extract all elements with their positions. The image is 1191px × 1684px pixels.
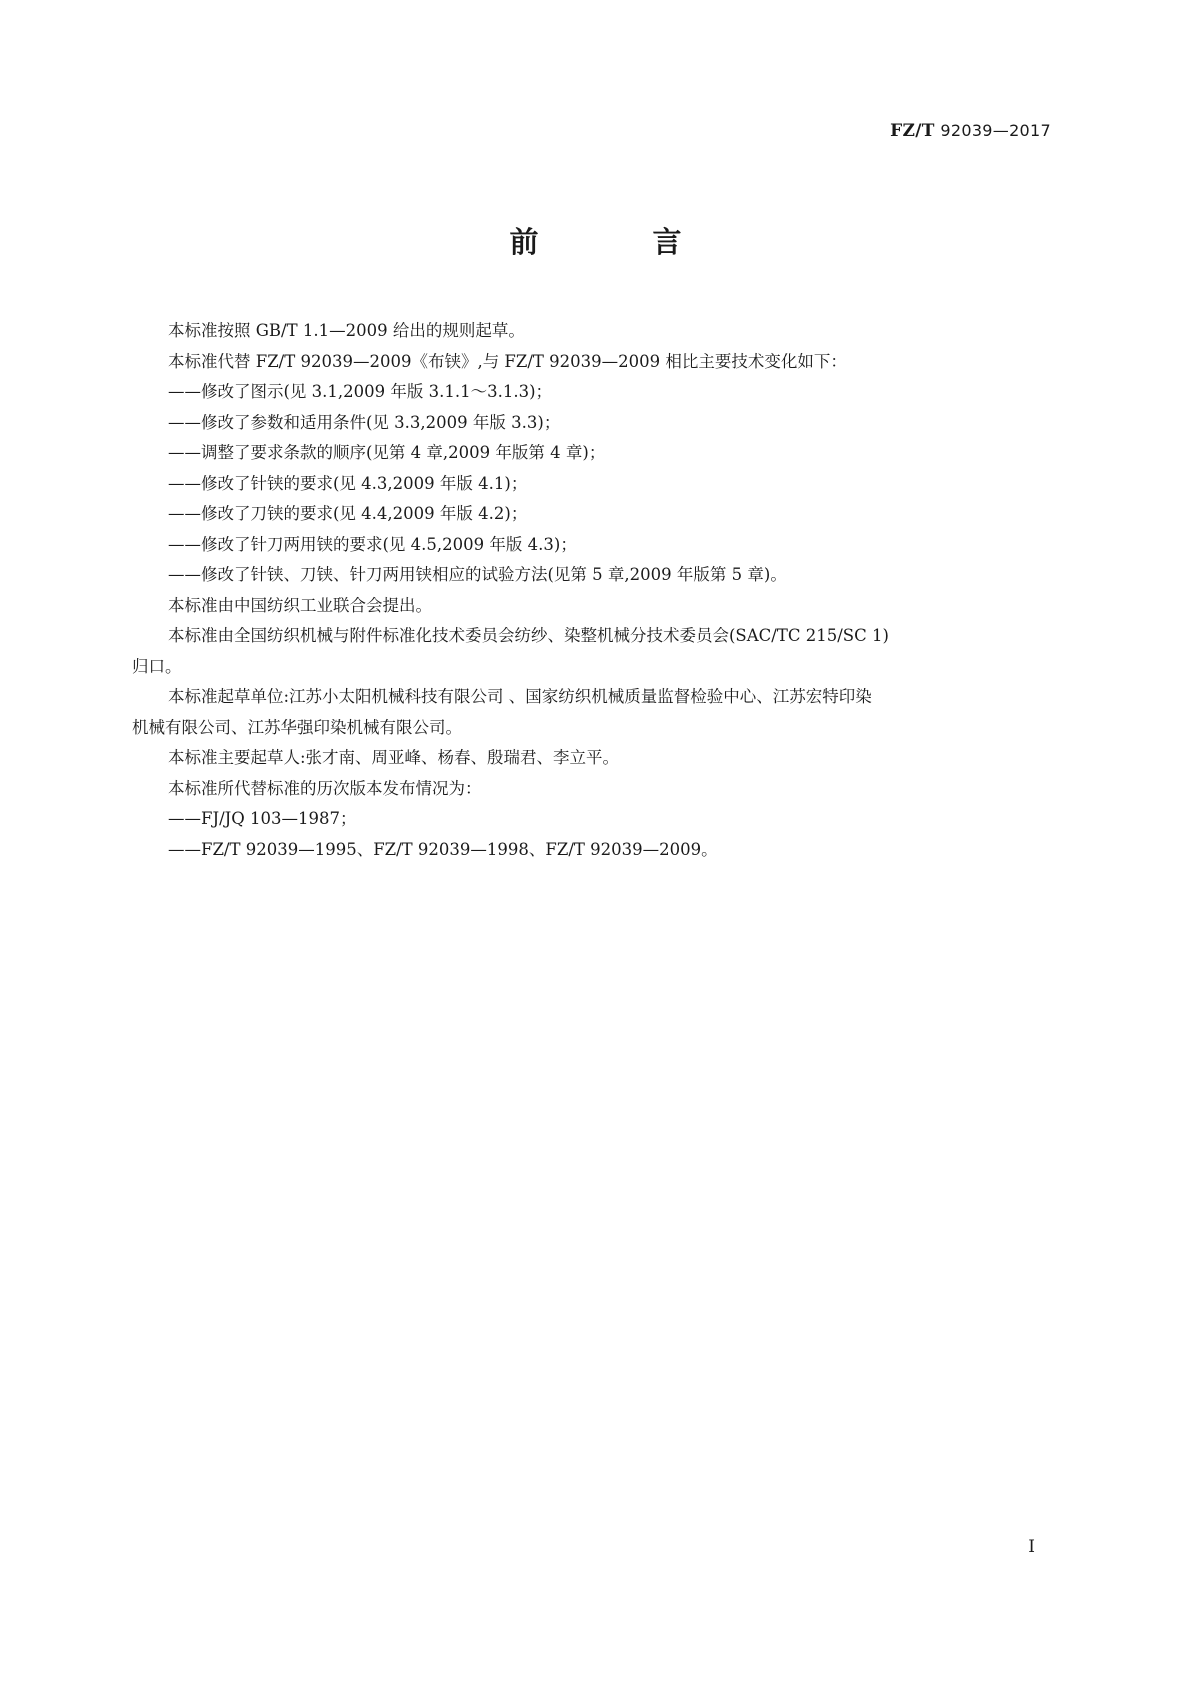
paragraph-drafting-units	[132, 682, 1057, 743]
page-title: 前 言	[509, 225, 734, 259]
list-item-change: ——修改了刀铗的要求(见 4.4,2009 年版 4.2)；	[168, 504, 528, 523]
list-item-change: ——修改了针铗的要求(见 4.3,2009 年版 4.1)；	[168, 473, 528, 493]
standard-code	[890, 121, 1051, 141]
list-item-change: ——调整了要求条款的顺序(见第 4 章,2009 年版第 4 章)；	[168, 443, 606, 462]
list-item-change: ——修改了参数和适用条件(见 3.3,2009 年版 3.3)；	[168, 412, 561, 432]
standard-code-prefix: FZ/T	[890, 121, 935, 141]
foreword-body	[132, 316, 1057, 865]
list-item-history: ——FJ/JQ 103—1987；	[168, 809, 357, 828]
paragraph-line: 本标准由全国纺织机械与附件标准化技术委员会纺纱、染整机械分技术委员会(SAC/TC 215/SC 1)	[168, 626, 889, 645]
paragraph-proposer: 本标准由中国纺织工业联合会提出。	[168, 595, 432, 615]
paragraph-history: 本标准所代替标准的历次版本发布情况为：	[168, 778, 482, 798]
paragraph-replaces: 本标准代替 FZ/T 92039—2009《布铗》,与 FZ/T 92039—2009 相比主要技术变化如下：	[168, 351, 847, 371]
list-item-change: ——修改了图示(见 3.1,2009 年版 3.1.1～3.1.3)；	[168, 382, 553, 401]
list-item-change: ——修改了针刀两用铗的要求(见 4.5,2009 年版 4.3)；	[168, 534, 577, 554]
list-item-history: ——FZ/T 92039—1995、FZ/T 92039—1998、FZ/T 92039—2009。	[168, 839, 718, 859]
paragraph-drafters: 本标准主要起草人:张才南、周亚峰、杨春、殷瑞君、李立平。	[168, 748, 620, 767]
paragraph-drafting-rules: 本标准按照 GB/T 1.1—2009 给出的规则起草。	[168, 321, 525, 340]
paragraph-line: 归口。	[132, 656, 182, 676]
standard-code-number: 92039—2017	[940, 121, 1051, 140]
paragraph-line: 机械有限公司、江苏华强印染机械有限公司。	[132, 717, 462, 737]
list-item-change: ——修改了针铗、刀铗、针刀两用铗相应的试验方法(见第 5 章,2009 年版第 5 章)。	[168, 565, 787, 584]
page-number: I	[1028, 1537, 1035, 1557]
paragraph-centralized	[132, 621, 1057, 682]
paragraph-line: 本标准起草单位:江苏小太阳机械科技有限公司 、国家纺织机械质量监督检验中心、江苏宏特印染	[168, 687, 872, 706]
